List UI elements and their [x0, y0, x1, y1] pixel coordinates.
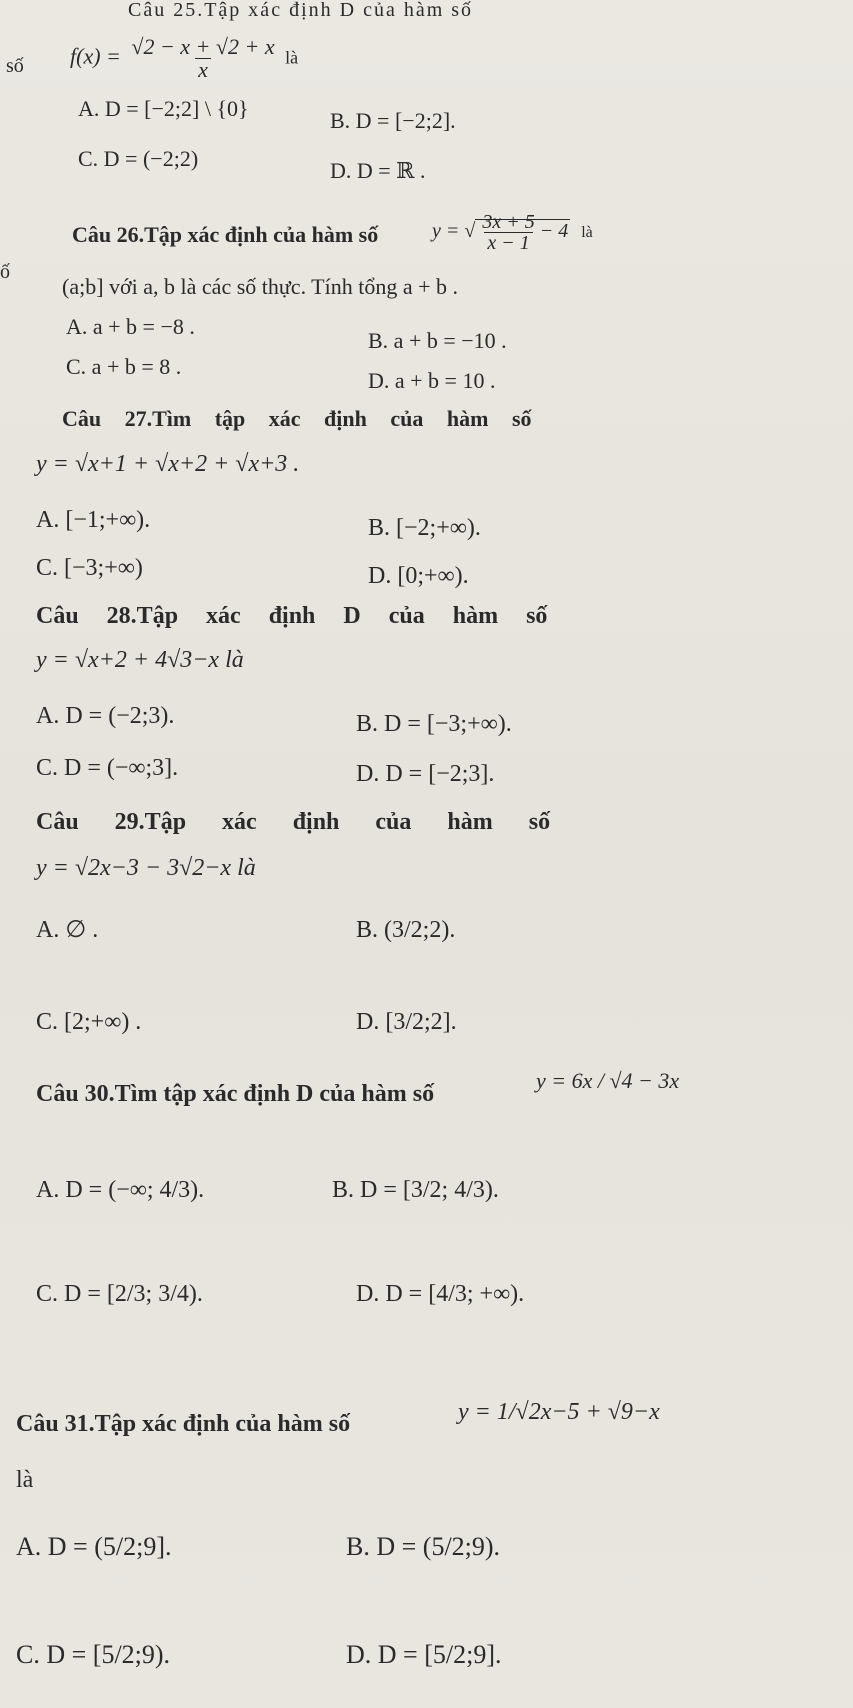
q25-option-c: C. D = (−2;2)	[78, 146, 199, 171]
q29-option-a: A. ∅ .	[36, 917, 99, 943]
q31-option-a: A. D = (5/2;9].	[16, 1532, 172, 1561]
q25-option-b: B. D = [−2;2].	[330, 108, 456, 133]
q31-option-c: C. D = [5/2;9).	[16, 1640, 171, 1669]
q31-function: y = 1/√2x−5 + √9−x	[458, 1399, 660, 1425]
q27-option-d: D. [0;+∞).	[368, 563, 469, 589]
q30-option-b: B. D = [3/2; 4/3).	[332, 1177, 499, 1203]
q26-option-b: B. a + b = −10 .	[368, 328, 507, 353]
q26-option-c: C. a + b = 8 .	[66, 354, 182, 379]
q28-title: Câu 28.Tập xác định D của hàm số	[36, 603, 548, 629]
q28-option-d: D. D = [−2;3].	[356, 761, 495, 787]
q29-title: Câu 29.Tập xác định của hàm số	[36, 809, 551, 835]
q28-option-c: C. D = (−∞;3].	[36, 755, 179, 781]
q30-option-a: A. D = (−∞; 4/3).	[36, 1177, 205, 1203]
q30-option-d: D. D = [4/3; +∞).	[356, 1281, 525, 1307]
q30-option-c: C. D = [2/3; 3/4).	[36, 1281, 203, 1307]
q26-title: Câu 26.Tập xác định của hàm số	[72, 222, 379, 247]
q29-function: y = √2x−3 − 3√2−x là	[36, 855, 256, 881]
q31-la: là	[16, 1467, 34, 1493]
q25-option-a: A. D = [−2;2] \ {0}	[78, 96, 249, 121]
q28-function: y = √x+2 + 4√3−x là	[36, 647, 244, 673]
q29-option-b: B. (3/2;2).	[356, 917, 456, 943]
q25-function: f(x) = $\frac{√2 - x + √2 + x}{x}$ là	[70, 34, 299, 82]
q30-title: Câu 30.Tìm tập xác định D của hàm số	[36, 1081, 435, 1107]
q31-title: Câu 31.Tập xác định của hàm số	[16, 1411, 351, 1437]
q31-option-b: B. D = (5/2;9).	[346, 1532, 501, 1561]
q29-option-c: C. [2;+∞) .	[36, 1009, 142, 1035]
q27-option-c: C. [−3;+∞)	[36, 555, 143, 581]
q25-option-d: D. D = ℝ .	[330, 158, 426, 183]
q31-option-d: D. D = [5/2;9].	[346, 1640, 502, 1669]
q26-option-d: D. a + b = 10 .	[368, 368, 496, 393]
q27-function: y = √x+1 + √x+2 + √x+3 .	[36, 451, 300, 477]
q28-option-b: B. D = [−3;+∞).	[356, 711, 512, 737]
q25-so: số	[6, 55, 24, 77]
q27-option-b: B. [−2;+∞).	[368, 515, 481, 541]
q28-option-a: A. D = (−2;3).	[36, 703, 175, 729]
q25-header: Câu 25.Tập xác định D của hàm số	[128, 0, 474, 21]
q26-option-a: A. a + b = −8 .	[66, 314, 195, 339]
q29-option-d: D. [3/2;2].	[356, 1009, 457, 1035]
q27-option-a: A. [−1;+∞).	[36, 507, 151, 533]
q26-so: ố	[0, 261, 10, 283]
q30-function: y = 6x / √4 − 3x	[536, 1068, 680, 1093]
q26-function: y = √ $\frac{3x + 5}{x - 1}$ − 4 là	[432, 211, 593, 254]
q26-line2: (a;b] với a, b là các số thực. Tính tổng a + b .	[62, 274, 459, 299]
q27-title: Câu 27.Tìm tập xác định của hàm số	[62, 406, 532, 431]
